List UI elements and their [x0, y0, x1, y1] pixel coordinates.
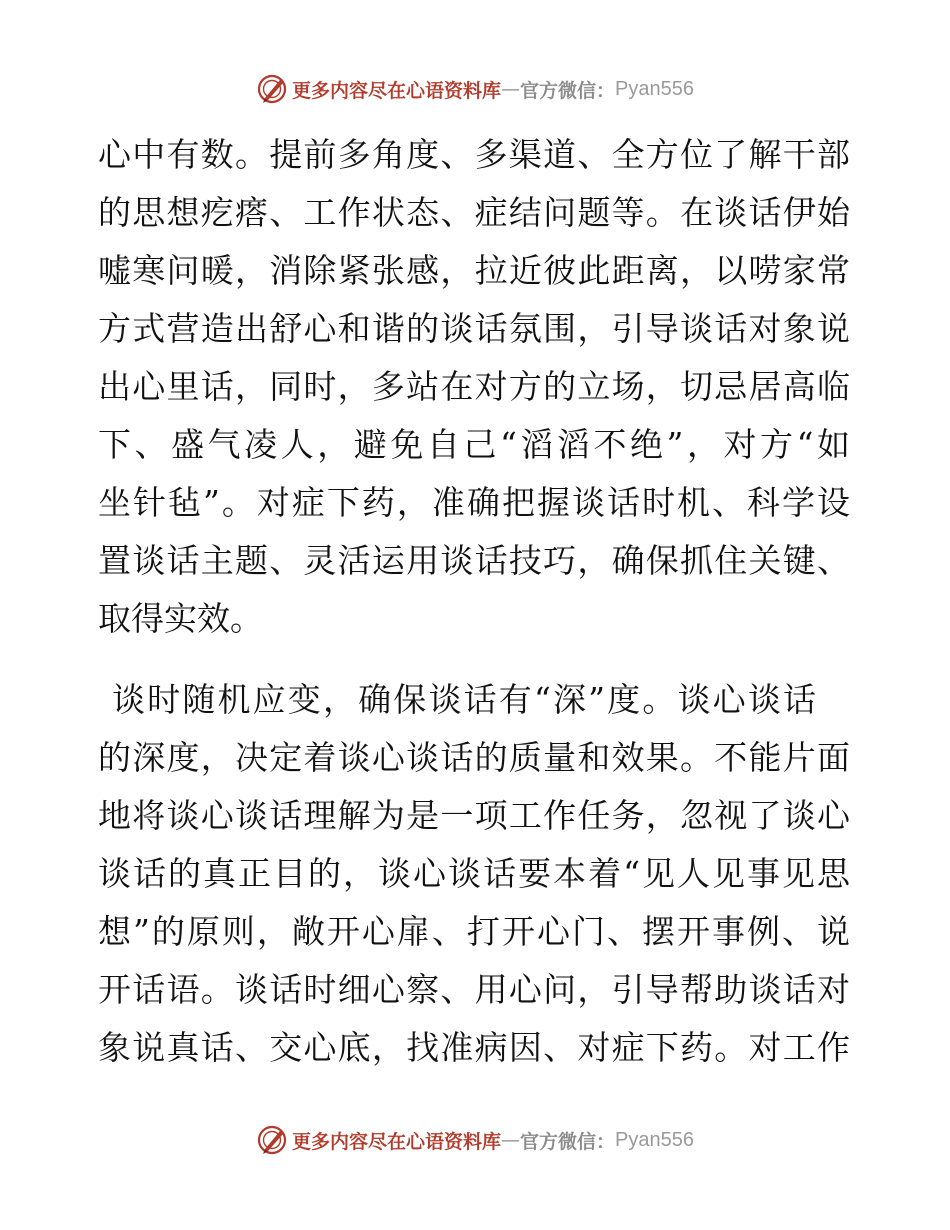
banner-wechat-label: 官方微信：: [520, 79, 616, 102]
banner-dash: —: [501, 78, 521, 100]
footer-banner: [0, 1123, 950, 1157]
text-line: 地将谈心谈话理解为是一项工作任务，忽视了谈心: [98, 796, 850, 835]
banner-wechat-id: Pyan556: [615, 1128, 694, 1151]
banner-wechat-label: 官方微信：: [520, 1130, 616, 1153]
text-line: 想”的原则，敞开心扉、打开心门、摆开事例、说: [98, 912, 850, 951]
text-line: 出心里话，同时，多站在对方的立场，切忌居高临: [98, 367, 850, 406]
text-line: 方式营造出舒心和谐的谈话氛围，引导谈话对象说: [98, 309, 850, 348]
banner-wechat-id: Pyan556: [615, 77, 694, 100]
text-line: 取得实效。: [98, 599, 263, 638]
text-line: 下、盛气凌人，避免自己“滔滔不绝”，对方“如: [98, 425, 850, 464]
text-line: 的思想疙瘩、工作状态、症结问题等。在谈话伊始: [98, 193, 850, 232]
text-line: 心中有数。提前多角度、多渠道、全方位了解干部: [98, 135, 850, 174]
text-line: 象说真话、交心底，找准病因、对症下药。对工作: [98, 1028, 850, 1067]
text-line: 的深度，决定着谈心谈话的质量和效果。不能片面: [98, 738, 850, 777]
logo-icon: [256, 1124, 288, 1156]
text-line: 开话语。谈话时细心察、用心问，引导帮助谈话对: [98, 970, 850, 1009]
text-line: 谈时随机应变，确保谈话有“深”度。谈心谈话: [112, 680, 816, 719]
logo-icon: [256, 73, 288, 105]
paragraph-1: [98, 126, 850, 648]
banner-slogan: 更多内容尽在心语资料库: [292, 79, 502, 102]
text-line: 谈话的真正目的，谈心谈话要本着“见人见事见思: [98, 854, 850, 893]
header-banner: [0, 72, 950, 106]
document-body: [98, 126, 850, 1077]
banner-text: [292, 1127, 694, 1154]
paragraph-2: [98, 671, 850, 1077]
text-line: 嘘寒问暖，消除紧张感，拉近彼此距离，以唠家常: [98, 251, 850, 290]
banner-dash: —: [501, 1129, 521, 1151]
text-line: 坐针毡”。对症下药，准确把握谈话时机、科学设: [98, 483, 850, 522]
banner-slogan: 更多内容尽在心语资料库: [292, 1130, 502, 1153]
text-line: 置谈话主题、灵活运用谈话技巧，确保抓住关键、: [98, 541, 850, 580]
paragraph-gap: [98, 648, 850, 671]
banner-text: [292, 76, 694, 103]
